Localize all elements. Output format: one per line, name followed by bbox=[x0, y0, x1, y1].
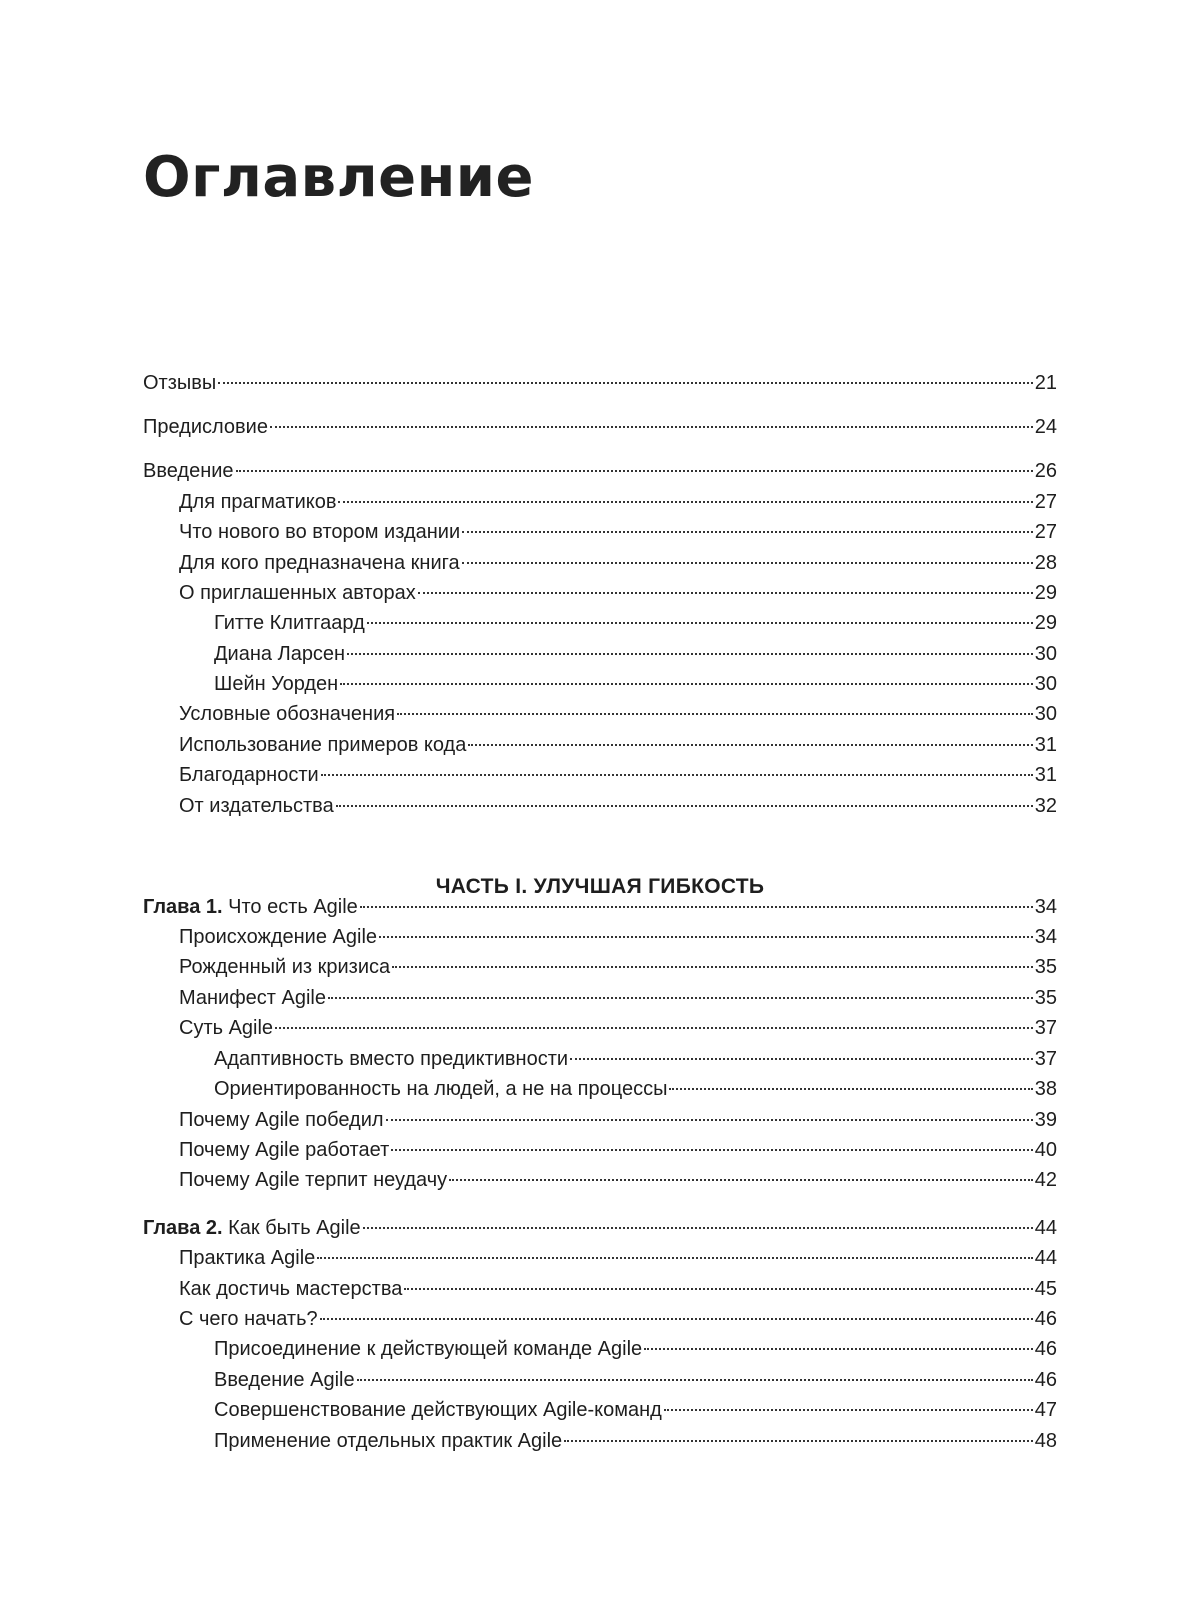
toc-page-number: 21 bbox=[1034, 372, 1057, 394]
dot-leader bbox=[468, 744, 1032, 746]
toc-entry-label: Использование примеров кода bbox=[179, 734, 467, 756]
toc-page-number: 30 bbox=[1034, 673, 1057, 695]
toc-page-number: 27 bbox=[1034, 491, 1057, 513]
toc-entry-label: Гитте Клитгаард bbox=[214, 612, 365, 634]
toc-entry[interactable] bbox=[179, 1105, 1057, 1135]
toc-entry[interactable] bbox=[179, 730, 1057, 760]
toc-page-number: 34 bbox=[1034, 926, 1057, 948]
toc-page-number: 28 bbox=[1034, 552, 1057, 574]
toc-page-number: 46 bbox=[1034, 1369, 1057, 1391]
toc-entry[interactable] bbox=[179, 548, 1057, 578]
toc-entry-label: Адаптивность вместо предиктивности bbox=[214, 1048, 569, 1070]
toc-page-number: 37 bbox=[1034, 1048, 1057, 1070]
toc-entry[interactable] bbox=[179, 699, 1057, 729]
toc-entry[interactable] bbox=[179, 760, 1057, 790]
toc-page-number: 31 bbox=[1034, 764, 1057, 786]
toc-entry[interactable] bbox=[214, 1395, 1057, 1425]
toc-entry-label: Практика Agile bbox=[179, 1247, 316, 1269]
toc-entry-label: Для прагматиков bbox=[179, 491, 337, 513]
toc-entry[interactable] bbox=[179, 1013, 1057, 1043]
chapter-title: Что есть Agile bbox=[222, 896, 358, 918]
toc-entry[interactable] bbox=[214, 1334, 1057, 1364]
toc-entry[interactable] bbox=[179, 952, 1057, 982]
toc-entry-label: Предисловие bbox=[143, 416, 268, 438]
toc-entry[interactable] bbox=[214, 1426, 1057, 1456]
toc-page-number: 31 bbox=[1034, 734, 1057, 756]
toc-entry-label: Почему Agile работает bbox=[179, 1139, 390, 1161]
toc-entry-label: Ориентированность на людей, а не на процессы bbox=[214, 1078, 668, 1100]
toc-page-number: 46 bbox=[1034, 1338, 1057, 1360]
toc-entry-label: Применение отдельных практик Agile bbox=[214, 1430, 563, 1452]
toc-page-number: 38 bbox=[1034, 1078, 1057, 1100]
toc-entry-label: Условные обозначения bbox=[179, 703, 396, 725]
toc-page-number: 24 bbox=[1034, 416, 1057, 438]
toc-page-number: 39 bbox=[1034, 1109, 1057, 1131]
toc-entry[interactable] bbox=[214, 1044, 1057, 1074]
toc-page-number: 29 bbox=[1034, 612, 1057, 634]
dot-leader bbox=[218, 382, 1032, 384]
toc-entry[interactable] bbox=[179, 487, 1057, 517]
dot-leader bbox=[321, 774, 1033, 776]
dot-leader bbox=[462, 562, 1033, 564]
toc-page-number: 48 bbox=[1034, 1430, 1057, 1452]
toc-entry-label: Введение bbox=[143, 460, 234, 482]
toc-entry-label: Почему Agile терпит неудачу bbox=[179, 1169, 448, 1191]
dot-leader bbox=[669, 1088, 1032, 1090]
toc-entry-label: Что нового во втором издании bbox=[179, 521, 461, 543]
dot-leader bbox=[564, 1440, 1033, 1442]
toc-entry-label: Присоединение к действующей команде Agile bbox=[214, 1338, 643, 1360]
toc-entry-label: Диана Ларсен bbox=[214, 643, 346, 665]
dot-leader bbox=[664, 1409, 1033, 1411]
toc-page-number: 34 bbox=[1034, 896, 1057, 918]
toc-page-number: 26 bbox=[1034, 460, 1057, 482]
dot-leader bbox=[270, 426, 1033, 428]
dot-leader bbox=[644, 1348, 1033, 1350]
toc-entry[interactable] bbox=[179, 517, 1057, 547]
toc-entry[interactable] bbox=[179, 578, 1057, 608]
dot-leader bbox=[357, 1379, 1033, 1381]
dot-leader bbox=[317, 1257, 1032, 1259]
toc-page-number: 29 bbox=[1034, 582, 1057, 604]
dot-leader bbox=[397, 713, 1033, 715]
toc-entry-preface[interactable] bbox=[143, 412, 1057, 442]
toc-entry-label: Суть Agile bbox=[179, 1017, 274, 1039]
chapter-prefix: Глава 2. bbox=[143, 1217, 223, 1239]
toc-entry-label: Для кого предназначена книга bbox=[179, 552, 460, 574]
dot-leader bbox=[404, 1288, 1032, 1290]
dot-leader bbox=[418, 592, 1033, 594]
toc-page-number: 44 bbox=[1034, 1217, 1057, 1239]
dot-leader bbox=[570, 1058, 1033, 1060]
toc-entry-label: Благодарности bbox=[179, 764, 319, 786]
dot-leader bbox=[336, 805, 1033, 807]
toc-page-number: 46 bbox=[1034, 1308, 1057, 1330]
toc-entry-label: С чего начать? bbox=[179, 1308, 318, 1330]
toc-entry-label: Введение Agile bbox=[214, 1369, 355, 1391]
dot-leader bbox=[360, 906, 1033, 908]
toc-page-number: 32 bbox=[1034, 795, 1057, 817]
toc-entry-label: Манифест Agile bbox=[179, 987, 326, 1009]
toc-entry-reviews[interactable] bbox=[143, 368, 1057, 398]
toc-page-number: 42 bbox=[1034, 1169, 1057, 1191]
toc-entry-label: Шейн Уорден bbox=[214, 673, 339, 695]
dot-leader bbox=[391, 1149, 1033, 1151]
toc-page-number: 27 bbox=[1034, 521, 1057, 543]
chapter-prefix: Глава 1. bbox=[143, 896, 223, 918]
toc-entry-label: Рожденный из кризиса bbox=[179, 956, 391, 978]
toc-entry[interactable] bbox=[179, 1274, 1057, 1304]
toc-page-number: 44 bbox=[1034, 1247, 1057, 1269]
toc-page-number: 47 bbox=[1034, 1399, 1057, 1421]
dot-leader bbox=[338, 501, 1032, 503]
toc-entry[interactable] bbox=[214, 639, 1057, 669]
dot-leader bbox=[449, 1179, 1033, 1181]
toc-entry[interactable] bbox=[179, 1135, 1057, 1165]
dot-leader bbox=[386, 1119, 1033, 1121]
toc-entry[interactable] bbox=[214, 1074, 1057, 1104]
toc-entry[interactable] bbox=[214, 669, 1057, 699]
dot-leader bbox=[347, 653, 1033, 655]
toc-page-number: 30 bbox=[1034, 703, 1057, 725]
dot-leader bbox=[363, 1227, 1033, 1229]
dot-leader bbox=[340, 683, 1033, 685]
toc-entry[interactable] bbox=[179, 922, 1057, 952]
toc-chapter-label bbox=[143, 1213, 361, 1243]
toc-page-number: 45 bbox=[1034, 1278, 1057, 1300]
part-heading: ЧАСТЬ I. УЛУЧШАЯ ГИБКОСТЬ bbox=[435, 875, 765, 898]
toc-entry[interactable] bbox=[179, 1165, 1057, 1195]
toc-entry-label: Происхождение Agile bbox=[179, 926, 378, 948]
toc-page-number: 35 bbox=[1034, 987, 1057, 1009]
toc-entry[interactable] bbox=[179, 1243, 1057, 1273]
toc-entry-label: Почему Agile победил bbox=[179, 1109, 384, 1131]
toc-entry-label: Совершенствование действующих Agile-команд bbox=[214, 1399, 662, 1421]
dot-leader bbox=[320, 1318, 1033, 1320]
toc-page-number: 37 bbox=[1034, 1017, 1057, 1039]
dot-leader bbox=[236, 470, 1033, 472]
dot-leader bbox=[275, 1027, 1033, 1029]
toc-entry-label: Отзывы bbox=[143, 372, 217, 394]
toc-page-number: 35 bbox=[1034, 956, 1057, 978]
chapter-title: Как быть Agile bbox=[222, 1217, 361, 1239]
toc-entry[interactable] bbox=[179, 1304, 1057, 1334]
toc-page-number: 40 bbox=[1034, 1139, 1057, 1161]
dot-leader bbox=[462, 531, 1033, 533]
toc-entry-introduction[interactable] bbox=[143, 456, 1057, 486]
toc-entry[interactable] bbox=[214, 1365, 1057, 1395]
toc-entry-label: От издательства bbox=[179, 795, 334, 817]
dot-leader bbox=[328, 997, 1033, 999]
toc-page-number: 30 bbox=[1034, 643, 1057, 665]
toc-entry[interactable] bbox=[179, 983, 1057, 1013]
dot-leader bbox=[379, 936, 1033, 938]
toc-entry[interactable] bbox=[179, 791, 1057, 821]
toc-entry-label: О приглашенных авторах bbox=[179, 582, 416, 604]
dot-leader bbox=[367, 622, 1033, 624]
toc-entry-label: Как достичь мастерства bbox=[179, 1278, 403, 1300]
dot-leader bbox=[392, 966, 1033, 968]
page-title: Оглавление bbox=[143, 145, 535, 210]
toc-chapter-2[interactable] bbox=[143, 1213, 1057, 1243]
toc-entry[interactable] bbox=[214, 608, 1057, 638]
